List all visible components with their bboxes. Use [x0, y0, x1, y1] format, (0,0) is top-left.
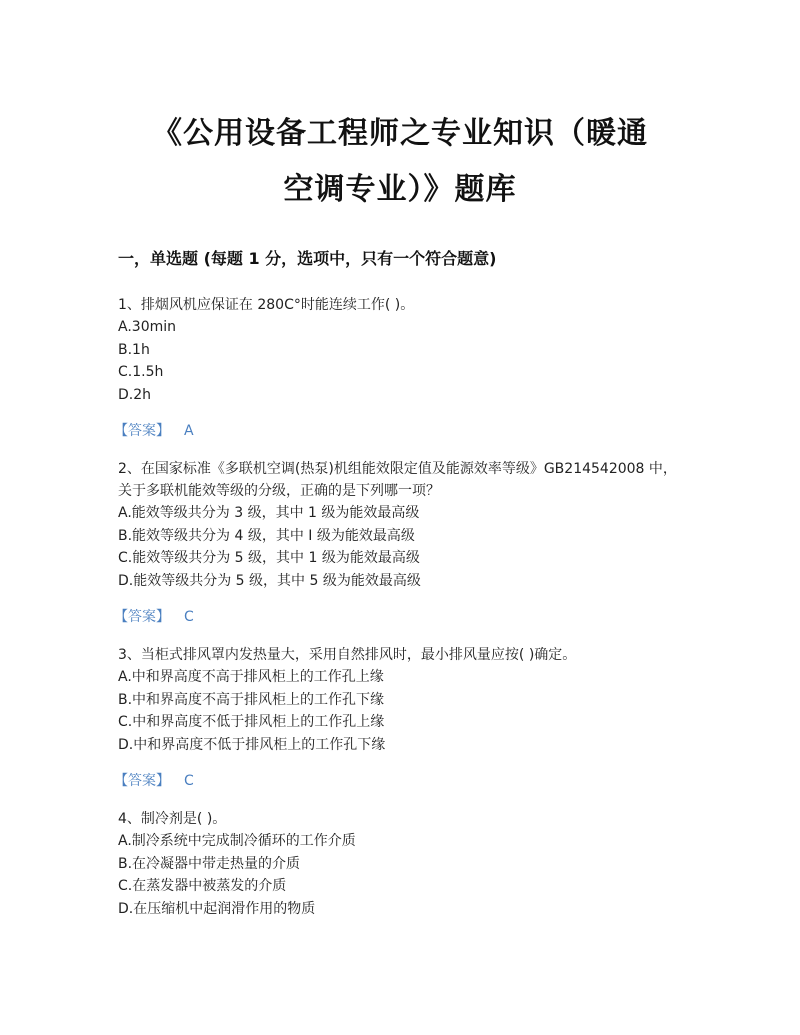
question-list — [114, 294, 678, 920]
answer-value: C — [184, 773, 194, 789]
answer-label: 【答案】 — [114, 773, 170, 789]
option-d: D.在压缩机中起润滑作用的物质 — [118, 900, 316, 917]
answer-row — [114, 420, 678, 442]
option-a: A.制冷系统中完成制冷循环的工作介质 — [118, 833, 356, 849]
option-c: C.能效等级共分为 5 级，其中 1 级为能效最高级 — [118, 550, 420, 566]
title-line-1: 《公用设备工程师之专业知识（暖通 — [152, 116, 648, 151]
option-a: A.中和界高度不高于排风柜上的工作孔上缘 — [118, 669, 384, 685]
option-b: B.在冷凝器中带走热量的介质 — [118, 855, 301, 872]
option-c: C.在蒸发器中被蒸发的介质 — [118, 878, 287, 894]
option-d: D.中和界高度不低于排风柜上的工作孔下缘 — [118, 736, 386, 753]
option-b: B.1h — [118, 341, 150, 358]
option-c: C.中和界高度不低于排风柜上的工作孔上缘 — [118, 714, 385, 730]
answer-label: 【答案】 — [114, 609, 170, 625]
answer-row — [114, 606, 678, 628]
question-stem: 2、在国家标准《多联机空调(热泵)机组能效限定值及能源效率等级》GB214542008 中， — [118, 461, 677, 477]
option-b: B.中和界高度不高于排风柜上的工作孔下缘 — [118, 691, 385, 708]
answer-row — [114, 770, 678, 792]
answer-value: C — [184, 609, 194, 625]
option-a: A.能效等级共分为 3 级，其中 1 级为能效最高级 — [118, 505, 420, 521]
question-stem: 3、当柜式排风罩内发热量大，采用自然排风时，最小排风量应按( )确定。 — [118, 647, 577, 663]
section-heading: 一，单选题 (每题 1 分，选项中，只有一个符合题意) — [118, 249, 497, 268]
question-stem: 4、制冷剂是( )。 — [118, 811, 227, 827]
question-1 — [114, 294, 678, 442]
page-title — [100, 106, 700, 218]
option-c: C.1.5h — [118, 364, 164, 380]
question-4 — [118, 808, 678, 920]
answer-value: A — [184, 423, 194, 439]
question-stem-continued: 关于多联机能效等级的分级，正确的是下列哪一项？ — [118, 483, 440, 499]
title-line-2: 空调专业）》题库 — [283, 172, 517, 207]
option-d: D.2h — [118, 386, 152, 403]
question-stem: 1、排烟风机应保证在 280C°时能连续工作( )。 — [118, 297, 415, 313]
option-a: A.30min — [118, 319, 176, 335]
option-d: D.能效等级共分为 5 级，其中 5 级为能效最高级 — [118, 572, 421, 589]
answer-label: 【答案】 — [114, 423, 170, 439]
question-2 — [114, 458, 678, 628]
option-b: B.能效等级共分为 4 级，其中 I 级为能效最高级 — [118, 527, 415, 544]
question-3 — [114, 644, 678, 792]
